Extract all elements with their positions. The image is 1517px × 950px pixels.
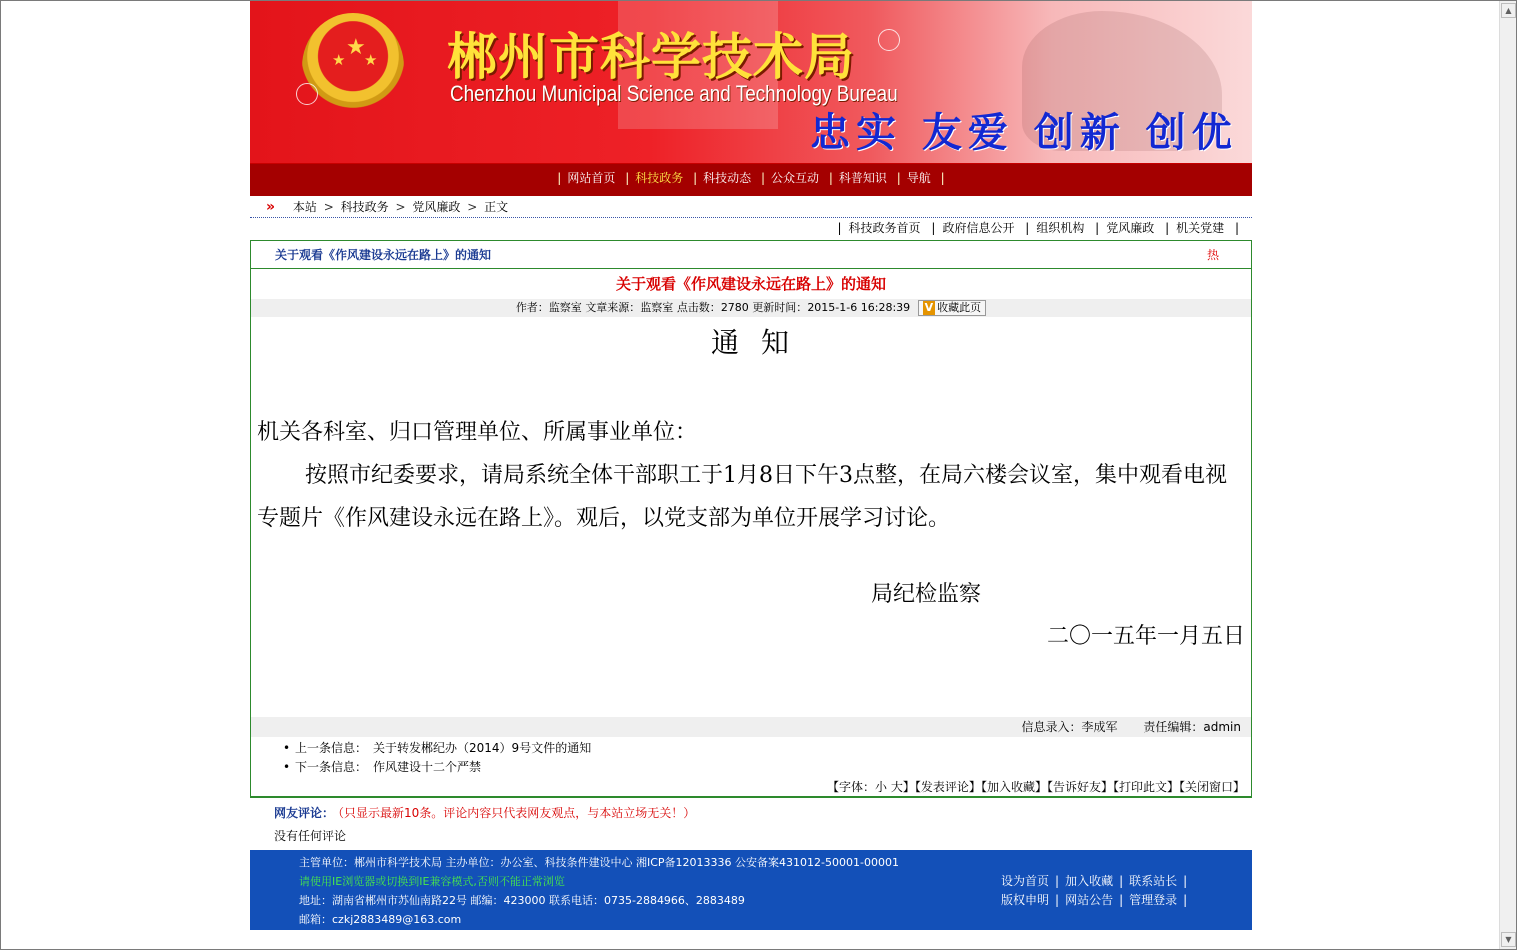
article-box [250, 240, 1252, 798]
comments-section [250, 804, 1252, 844]
prev-article-link[interactable]: 关于转发郴纪办（2014）9号文件的通知 [373, 741, 592, 755]
comments-note: （只显示最新10条。评论内容只代表网友观点，与本站立场无关！） [338, 806, 696, 820]
emblem-star-icon: ★ [346, 35, 366, 60]
v-badge-icon: V [924, 301, 934, 314]
next-article-item: • 下一条信息： 作风建设十二个严禁 [295, 758, 1251, 777]
print-article-link[interactable]: 【打印此文】 [1112, 780, 1179, 794]
page-container [250, 1, 1252, 930]
close-window-link[interactable]: 【关闭窗口】 [1178, 780, 1245, 794]
decorative-ring [878, 29, 900, 51]
set-homepage-link[interactable]: 设为首页 [1001, 874, 1050, 888]
subnav-item-gov-info[interactable]: 政府信息公开 [942, 221, 1015, 235]
comments-title: 网友评论： [274, 806, 335, 820]
notice-addressee: 机关各科室、归口管理单位、所属事业单位： [257, 420, 698, 445]
scroll-down-arrow-icon[interactable]: ▼ [1501, 932, 1516, 947]
notice-heading: 通知 [710, 326, 811, 359]
article-footer-info: 信息录入：李成军 责任编辑：admin [251, 717, 1251, 737]
breadcrumb-item-party-integrity[interactable]: 党风廉政 [412, 200, 461, 214]
add-favorite-link[interactable]: 【加入收藏】 [980, 780, 1047, 794]
font-small-link[interactable]: 小 [875, 780, 888, 794]
copyright-link[interactable]: 版权申明 [1001, 893, 1050, 907]
subnav-item-organization[interactable]: 组织机构 [1036, 221, 1085, 235]
footer-sponsor: 主管单位：郴州市科学技术局 主办单位：办公室、科技条件建设中心 湘ICP备12013336 公安备案431012-50001-00001 [299, 856, 899, 869]
no-comments-text: 没有任何评论 [274, 829, 347, 843]
prev-next-list [251, 737, 1251, 777]
prev-article-item: • 上一条信息： 关于转发郴纪办（2014）9号文件的通知 [295, 739, 1251, 758]
site-announcement-link[interactable]: 网站公告 [1065, 893, 1114, 907]
site-banner [250, 1, 1252, 163]
article-meta: 作者：监察室 文章来源：监察室 点击数：2780 更新时间：2015-1-6 16:28:39 V 收藏此页 [251, 299, 1251, 317]
nav-item-public-interaction[interactable]: 公众互动 [771, 171, 820, 185]
notice-signature-dept: 局纪检监察 [871, 582, 982, 607]
nav-item-home[interactable]: 网站首页 [567, 171, 616, 185]
article-header-title: 关于观看《作风建设永远在路上》的通知 [275, 248, 492, 262]
breadcrumb-item-sci-affairs[interactable]: 科技政务 [340, 200, 389, 214]
hot-badge: 热 [1206, 248, 1219, 262]
article-click-count: 2780 [720, 301, 749, 314]
footer-links-row-2: 版权申明 | 网站公告 | 管理登录 | [1001, 893, 1188, 907]
section-subnav: | 科技政务首页 | 政府信息公开 | 组织机构 | 党风廉政 | 机关党建 | [837, 221, 1239, 235]
subnav-item-party-integrity[interactable]: 党风廉政 [1106, 221, 1155, 235]
subnav-item-party-building[interactable]: 机关党建 [1176, 221, 1225, 235]
site-footer [250, 850, 1252, 930]
article-source: 监察室 [640, 301, 674, 314]
national-emblem-icon [302, 13, 404, 121]
next-article-link[interactable]: 作风建设十二个严禁 [373, 760, 482, 774]
site-slogan: 忠实 友爱 创新 创优 [810, 110, 1238, 156]
contact-webmaster-link[interactable]: 联系站长 [1129, 874, 1178, 888]
vertical-scrollbar[interactable] [1499, 1, 1516, 949]
font-large-link[interactable]: 大 [890, 780, 903, 794]
post-comment-link[interactable]: 【发表评论】 [914, 780, 981, 794]
tell-friend-link[interactable]: 【告诉好友】 [1046, 780, 1113, 794]
info-entry-person: 李成军 [1081, 720, 1118, 734]
notice-body: 按照市纪委要求，请局系统全体干部职工于1月8日下午3点整，在局六楼会议室，集中观看电视专题片《作风建设永远在路上》。观后，以党支部为单位开展学习讨论。 [257, 463, 1227, 531]
subnav-item-affairs-home[interactable]: 科技政务首页 [848, 221, 921, 235]
article-header-bar [251, 241, 1251, 269]
breadcrumb: » 本站 > 科技政务 > 党风廉政 > 正文 [250, 196, 1252, 218]
nav-item-sci-news[interactable]: 科技动态 [703, 171, 752, 185]
nav-item-sci-affairs[interactable]: 科技政务 [635, 171, 684, 185]
breadcrumb-item-home[interactable]: 本站 [292, 200, 317, 214]
nav-item-sci-knowledge[interactable]: 科普知识 [838, 171, 887, 185]
decorative-ring [296, 83, 318, 105]
article-author: 监察室 [548, 301, 582, 314]
article-updated-time: 2015-1-6 16:28:39 [807, 301, 911, 314]
site-title-chinese: 郴州市科学技术局 [447, 28, 855, 86]
double-chevron-right-icon: » [266, 199, 276, 215]
article-tools: 【字体：小 大】【发表评论】【加入收藏】【告诉好友】【打印此文】【关闭窗口】 [251, 777, 1251, 797]
footer-address: 地址：湖南省郴州市苏仙南路22号 邮编：423000 联系电话：0735-2884966、2883489 [299, 894, 745, 907]
emblem-star-icon: ★ [364, 51, 378, 69]
breadcrumb-item-current: 正文 [484, 200, 509, 214]
scroll-up-arrow-icon[interactable]: ▲ [1501, 3, 1516, 18]
nav-item-navigation[interactable]: 导航 [906, 171, 931, 185]
footer-add-favorite-link[interactable]: 加入收藏 [1065, 874, 1114, 888]
site-title-english: Chenzhou Municipal Science and Technology Bureau [450, 81, 898, 106]
notice-signature-date: 二〇一五年一月五日 [1046, 624, 1245, 649]
main-nav: | 网站首页 | 科技政务 | 科技动态 | 公众互动 | 科普知识 | 导航 | [250, 163, 1252, 196]
footer-browser-warning: 请使用IE浏览器或切换到IE兼容模式,否则不能正常浏览 [299, 875, 565, 888]
responsible-editor: admin [1203, 720, 1241, 734]
article-title: 关于观看《作风建设永远在路上》的通知 [615, 275, 886, 293]
footer-links-row-1: 设为首页 | 加入收藏 | 联系站长 | [1001, 874, 1188, 888]
footer-email: 邮箱：czkj2883489@163.com [299, 913, 462, 926]
admin-login-link[interactable]: 管理登录 [1129, 893, 1178, 907]
bookmark-page-button[interactable]: V 收藏此页 [918, 300, 987, 316]
emblem-star-icon: ★ [332, 51, 346, 69]
article-content [251, 321, 1251, 717]
